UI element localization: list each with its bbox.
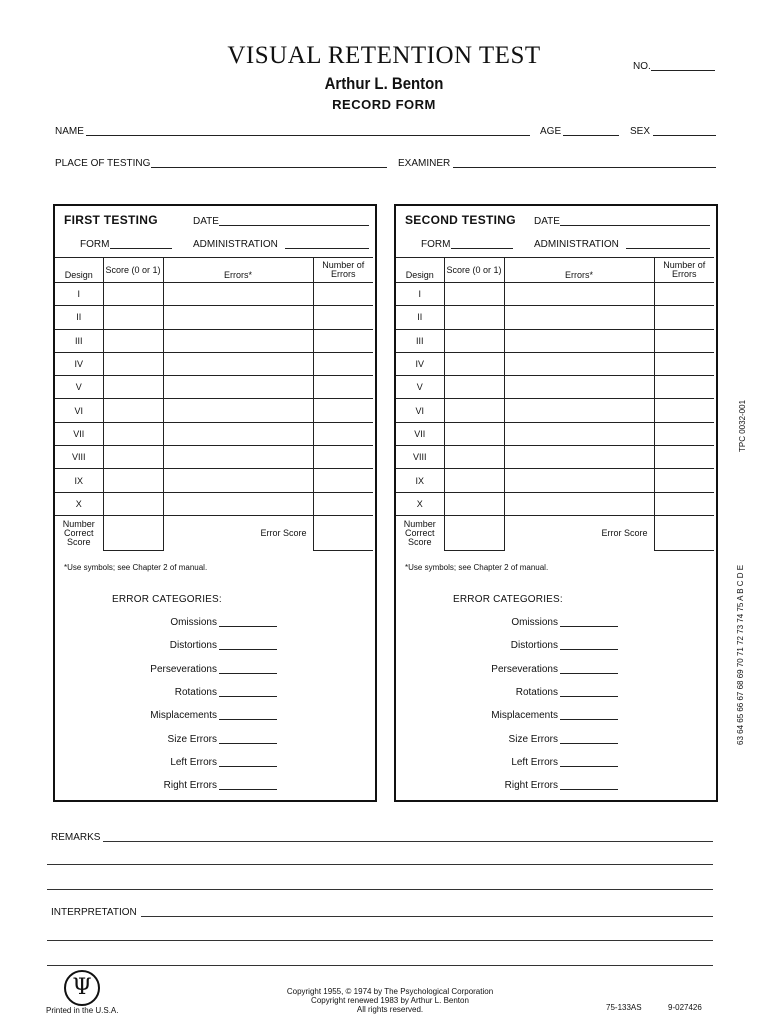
error-count-cell[interactable] [654,283,714,306]
errors-cell[interactable] [163,422,313,445]
remarks-line-1[interactable] [103,841,713,842]
design-number: VI [55,399,103,422]
date-field[interactable] [219,225,369,226]
psi-icon: Ψ [72,975,92,1000]
errors-cell[interactable] [504,469,654,492]
error-category-label: Perseverations [491,663,558,675]
errors-cell[interactable] [163,352,313,375]
error-category-field[interactable] [219,696,277,697]
error-category-label: Left Errors [170,756,217,768]
error-categories-title: ERROR CATEGORIES: [112,594,222,605]
error-category-label: Rotations [515,686,558,698]
error-category-label: Distortions [169,640,217,652]
design-number: I [396,283,444,306]
table-row [55,376,373,399]
error-category-label: Omissions [511,617,558,628]
interpretation-label: INTERPRETATION [51,907,137,918]
panel-heading: FIRST TESTING [64,213,158,227]
tpc-code: TPC 0032-001 [738,399,747,452]
form-title: VISUAL RETENTION TEST [227,42,541,69]
error-category-label: Omissions [170,617,217,628]
error-score-label: Error Score [504,515,654,550]
error-category-field[interactable] [219,766,277,767]
score-cell[interactable] [103,422,163,445]
error-score-label: Error Score [163,515,313,550]
name-field[interactable] [86,135,530,136]
table-row [396,446,714,469]
examiner-label: EXAMINER [398,158,451,169]
number-label: NO. [633,61,651,72]
error-category-field[interactable] [560,719,618,720]
error-count-cell[interactable] [654,469,714,492]
error-category-label: Distortions [510,640,558,652]
table-row [55,422,373,445]
error-category-label: Misplacements [491,710,558,722]
errors-cell[interactable] [504,399,654,422]
error-count-cell[interactable] [654,329,714,352]
sex-label: SEX [630,126,651,137]
error-category-field[interactable] [219,789,277,790]
symbols-note: *Use symbols; see Chapter 2 of manual. [405,563,549,572]
date-field[interactable] [560,225,710,226]
error-count-cell[interactable] [654,446,714,469]
errors-cell[interactable] [504,329,654,352]
author-name: Arthur L. Benton [324,74,444,93]
errors-column-header: Errors* [504,258,654,283]
design-number: IV [55,352,103,375]
scoring-table [396,257,714,551]
error-category-field[interactable] [560,626,618,627]
errors-cell[interactable] [504,492,654,515]
design-column-header: Design [55,258,103,283]
table-row [396,329,714,352]
design-number: IX [396,469,444,492]
design-number: III [55,329,103,352]
interpretation-line-2[interactable] [47,940,713,941]
number-of-errors-column-header: Number of Errors [313,258,373,283]
error-category-field[interactable] [219,719,277,720]
age-field[interactable] [563,135,619,136]
error-count-cell[interactable] [313,376,373,399]
administration-field[interactable] [626,248,710,249]
error-category-label: Left Errors [511,756,558,768]
form-field[interactable] [110,248,172,249]
remarks-line-2[interactable] [47,864,713,865]
administration-field[interactable] [285,248,369,249]
administration-label: ADMINISTRATION [534,239,619,250]
error-category-field[interactable] [219,649,277,650]
score-cell[interactable] [103,446,163,469]
number-correct-cell[interactable] [103,515,163,550]
score-cell[interactable] [444,492,504,515]
form-label: FORM [80,239,110,250]
table-row [55,306,373,329]
error-category-field[interactable] [219,743,277,744]
design-number: IX [55,469,103,492]
error-category-field[interactable] [560,649,618,650]
error-category-label: Right Errors [163,780,217,792]
error-score-cell[interactable] [313,515,373,550]
design-number: II [396,306,444,329]
design-number: V [396,376,444,399]
error-category-field[interactable] [560,789,618,790]
second-testing-panel [394,204,718,802]
score-cell[interactable] [444,329,504,352]
design-number: VII [396,422,444,445]
copyright-block [240,987,540,1014]
date-label: DATE [193,216,219,227]
error-count-cell[interactable] [313,283,373,306]
form-subtitle: RECORD FORM [332,97,436,112]
error-category-field[interactable] [560,673,618,674]
score-cell[interactable] [103,469,163,492]
errors-cell[interactable] [504,376,654,399]
score-cell[interactable] [444,446,504,469]
error-score-cell[interactable] [654,515,714,550]
errors-cell[interactable] [504,283,654,306]
error-category-field[interactable] [219,673,277,674]
table-row [55,399,373,422]
errors-cell[interactable] [163,283,313,306]
score-cell[interactable] [103,352,163,375]
error-count-cell[interactable] [313,446,373,469]
score-cell[interactable] [103,399,163,422]
error-category-label: Perseverations [150,663,217,675]
error-category-field[interactable] [560,743,618,744]
score-cell[interactable] [103,329,163,352]
form-code: 75-133AS [606,1003,642,1012]
errors-cell[interactable] [163,376,313,399]
remarks-label: REMARKS [51,832,101,843]
score-column-header: Score (0 or 1) [103,258,163,283]
table-row [396,306,714,329]
table-row [55,469,373,492]
publisher-logo [64,970,100,1006]
score-cell[interactable] [444,399,504,422]
error-count-cell[interactable] [313,352,373,375]
errors-cell[interactable] [504,306,654,329]
symbols-note: *Use symbols; see Chapter 2 of manual. [64,563,208,572]
score-cell[interactable] [444,469,504,492]
error-count-cell[interactable] [654,306,714,329]
design-number: V [55,376,103,399]
table-row [396,283,714,306]
number-of-errors-column-header: Number of Errors [654,258,714,283]
panel-heading: SECOND TESTING [405,213,516,227]
table-row [396,492,714,515]
error-categories-title: ERROR CATEGORIES: [453,594,563,605]
place-label: PLACE OF TESTING [55,158,151,169]
error-category-label: Right Errors [504,780,558,792]
error-category-field[interactable] [560,696,618,697]
score-cell[interactable] [444,283,504,306]
administration-label: ADMINISTRATION [193,239,278,250]
errors-cell[interactable] [504,422,654,445]
printed-note: Printed in the U.S.A. [46,1006,119,1015]
score-cell[interactable] [103,306,163,329]
score-column-header: Score (0 or 1) [444,258,504,283]
score-cell[interactable] [444,422,504,445]
age-label: AGE [540,126,562,137]
design-column-header: Design [396,258,444,283]
examiner-field[interactable] [453,167,716,168]
scoring-table [55,257,373,551]
error-count-cell[interactable] [313,306,373,329]
error-category-label: Size Errors [167,733,217,745]
design-number: VIII [55,446,103,469]
date-label: DATE [534,216,560,227]
errors-cell[interactable] [163,399,313,422]
copyright-line-1: Copyright 1955, © 1974 by The Psychological Corporation [286,987,494,996]
errors-column-header: Errors* [163,258,313,283]
table-row [396,376,714,399]
score-cell[interactable] [444,352,504,375]
error-count-cell[interactable] [313,399,373,422]
score-cell[interactable] [444,376,504,399]
errors-cell[interactable] [163,469,313,492]
errors-cell[interactable] [163,446,313,469]
table-row [55,352,373,375]
copyright-line-2: Copyright renewed 1983 by Arthur L. Benton [311,996,469,1005]
table-row [55,492,373,515]
error-category-field[interactable] [219,626,277,627]
table-row [55,329,373,352]
design-number: I [55,283,103,306]
sex-field[interactable] [653,135,716,136]
error-count-cell[interactable] [654,352,714,375]
design-number: X [55,492,103,515]
design-number: VIII [396,446,444,469]
table-row [55,283,373,306]
error-count-cell[interactable] [654,422,714,445]
error-count-cell[interactable] [313,422,373,445]
number-field[interactable] [651,70,715,71]
errors-cell[interactable] [163,329,313,352]
error-count-cell[interactable] [313,329,373,352]
design-number: VII [55,422,103,445]
form-field[interactable] [451,248,513,249]
error-count-cell[interactable] [313,469,373,492]
number-correct-label: Number Correct Score [396,515,444,550]
table-row [55,446,373,469]
number-correct-cell[interactable] [444,515,504,550]
interpretation-line-1[interactable] [141,916,713,917]
table-row [396,469,714,492]
edition-codes: 63 64 65 66 67 68 69 70 71 72 73 74 75 A B C D E [736,564,745,745]
error-count-cell[interactable] [654,399,714,422]
score-cell[interactable] [444,306,504,329]
table-row [396,399,714,422]
copyright-line-3: All rights reserved. [356,1005,424,1014]
catalog-code: 9-027426 [668,1003,702,1012]
interpretation-line-3[interactable] [47,965,713,966]
first-testing-panel [53,204,377,802]
score-cell[interactable] [103,376,163,399]
errors-cell[interactable] [163,492,313,515]
place-field[interactable] [151,167,387,168]
error-category-label: Misplacements [150,710,217,722]
error-count-cell[interactable] [654,376,714,399]
form-label: FORM [421,239,451,250]
table-row [396,352,714,375]
errors-cell[interactable] [504,352,654,375]
design-number: III [396,329,444,352]
design-number: VI [396,399,444,422]
error-category-label: Size Errors [508,733,558,745]
error-count-cell[interactable] [313,492,373,515]
error-count-cell[interactable] [654,492,714,515]
table-row [396,422,714,445]
design-number: II [55,306,103,329]
errors-cell[interactable] [163,306,313,329]
error-category-field[interactable] [560,766,618,767]
error-category-label: Rotations [174,686,217,698]
score-cell[interactable] [103,492,163,515]
design-number: X [396,492,444,515]
number-correct-label: Number Correct Score [55,515,103,550]
errors-cell[interactable] [504,446,654,469]
score-cell[interactable] [103,283,163,306]
design-number: IV [396,352,444,375]
name-label: NAME [55,126,84,137]
remarks-line-3[interactable] [47,889,713,890]
